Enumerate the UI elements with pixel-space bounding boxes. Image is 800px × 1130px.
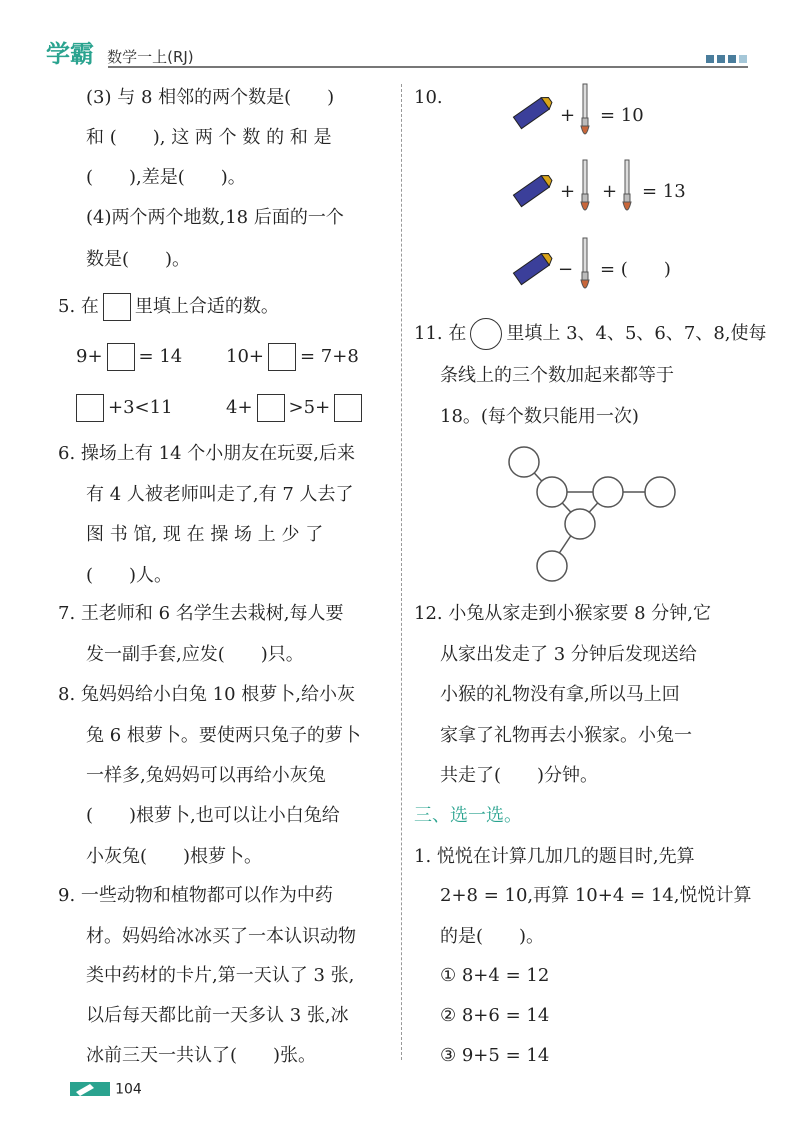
paint-tube-icon [508,90,558,134]
q4-3-line1: (3) 与 8 相邻的两个数是( ) [86,87,335,108]
answer-box[interactable] [103,293,131,321]
book-subtitle: 数学一上(RJ) [107,48,194,66]
diagram-circle[interactable] [537,477,567,507]
option-2[interactable]: ② 8+6 = 14 [440,1005,550,1026]
page-footer [70,1078,142,1100]
header-rule [108,66,748,68]
q5-title: 5. 在 里填上合适的数。 [58,293,279,321]
answer-box[interactable] [268,343,296,371]
plus-sign: + [560,105,576,126]
eq2-result: = 13 [642,181,686,202]
brand-name: 学霸 [46,40,94,68]
q4-4-line1: (4)两个两个地数,18 后面的一个 [86,207,344,228]
q11-line1: 11. 在 里填上 3、4、5、6、7、8,使每 [414,318,767,350]
plus-sign: + [602,181,618,202]
q4-4-line2: 数是( )。 [86,249,191,270]
s1-line2: 2+8 = 10,再算 10+4 = 14,悦悦计算 [440,885,752,906]
answer-circle[interactable] [470,318,502,350]
q7-line1: 7. 王老师和 6 名学生去栽树,每人要 [58,603,344,624]
q9-line3: 类中药材的卡片,第一天认了 3 张, [86,965,355,986]
answer-box[interactable] [76,394,104,422]
diagram-circle[interactable] [565,509,595,539]
diagram-circle[interactable] [537,551,567,581]
paintbrush-icon [574,82,596,144]
q8-line2: 兔 6 根萝卜。要使两只兔子的萝卜 [86,725,361,746]
q8-line3: 一样多,兔妈妈可以再给小灰兔 [86,765,326,786]
header-logo [46,34,194,69]
plus-sign: + [560,181,576,202]
q9-line5: 冰前三天一共认了( )张。 [86,1045,317,1066]
diagram-circle[interactable] [645,477,675,507]
answer-box[interactable] [257,394,285,422]
q9-line1: 9. 一些动物和植物都可以作为中药 [58,885,333,906]
q5-row1a: 9+ = 14 [76,343,182,371]
option-1[interactable]: ① 8+4 = 12 [440,965,550,986]
option-3[interactable]: ③ 9+5 = 14 [440,1045,550,1066]
q10-number: 10. [414,87,443,108]
q6-line1: 6. 操场上有 14 个小朋友在玩耍,后来 [58,443,355,464]
minus-sign: − [558,259,574,280]
q9-line4: 以后每天都比前一天多认 3 张,冰 [86,1005,349,1026]
q4-3-line3: ( ),差是( )。 [86,167,246,188]
pencil-icon [70,1078,110,1100]
q5-row2a: +3<11 [72,394,173,422]
diagram-circle[interactable] [593,477,623,507]
q11-line3: 18。(每个数只能用一次) [440,406,639,427]
q6-line2: 有 4 人被老师叫走了,有 7 人去了 [86,484,354,505]
q4-3-line2: 和 ( ), 这 两 个 数 的 和 是 [86,127,332,148]
s1-line3: 的是( )。 [440,926,545,947]
q12-line3: 小猴的礼物没有拿,所以马上回 [440,684,680,705]
paintbrush-icon [574,158,596,220]
q5-row1b: 10+ = 7+8 [226,343,359,371]
q6-line4: ( )人。 [86,565,173,586]
paint-tube-icon [508,246,558,290]
q11-line2: 条线上的三个数加起来都等于 [440,365,674,386]
answer-box[interactable] [334,394,362,422]
page-number: 104 [115,1081,142,1098]
column-divider [401,84,402,1060]
eq3-result: = ( ) [600,259,671,280]
q9-line2: 材。妈妈给冰冰买了一本认识动物 [86,926,356,947]
q6-line3: 图 书 馆, 现 在 操 场 上 少 了 [86,524,324,545]
q7-line2: 发一副手套,应发( )只。 [86,644,304,665]
q8-line1: 8. 兔妈妈给小白兔 10 根萝卜,给小灰 [58,684,355,705]
q12-line2: 从家出发走了 3 分钟后发现送给 [440,644,697,665]
eq1-result: = 10 [600,105,644,126]
q8-line4: ( )根萝卜,也可以让小白兔给 [86,805,340,826]
circle-diagram [500,440,700,590]
s1-line1: 1. 悦悦在计算几加几的题目时,先算 [414,846,695,867]
q8-line5: 小灰兔( )根萝卜。 [86,846,263,867]
paintbrush-icon [574,236,596,298]
answer-box[interactable] [107,343,135,371]
section-title: 三、选一选。 [414,805,522,826]
q12-line5: 共走了( )分钟。 [440,765,599,786]
diagram-circle[interactable] [509,447,539,477]
paint-tube-icon [508,168,558,212]
q12-line1: 12. 小兔从家走到小猴家要 8 分钟,它 [414,603,711,624]
header-squares [706,48,750,67]
paintbrush-icon [616,158,638,220]
q12-line4: 家拿了礼物再去小猴家。小兔一 [440,725,692,746]
q5-row2b: 4+ >5+ [226,394,366,422]
